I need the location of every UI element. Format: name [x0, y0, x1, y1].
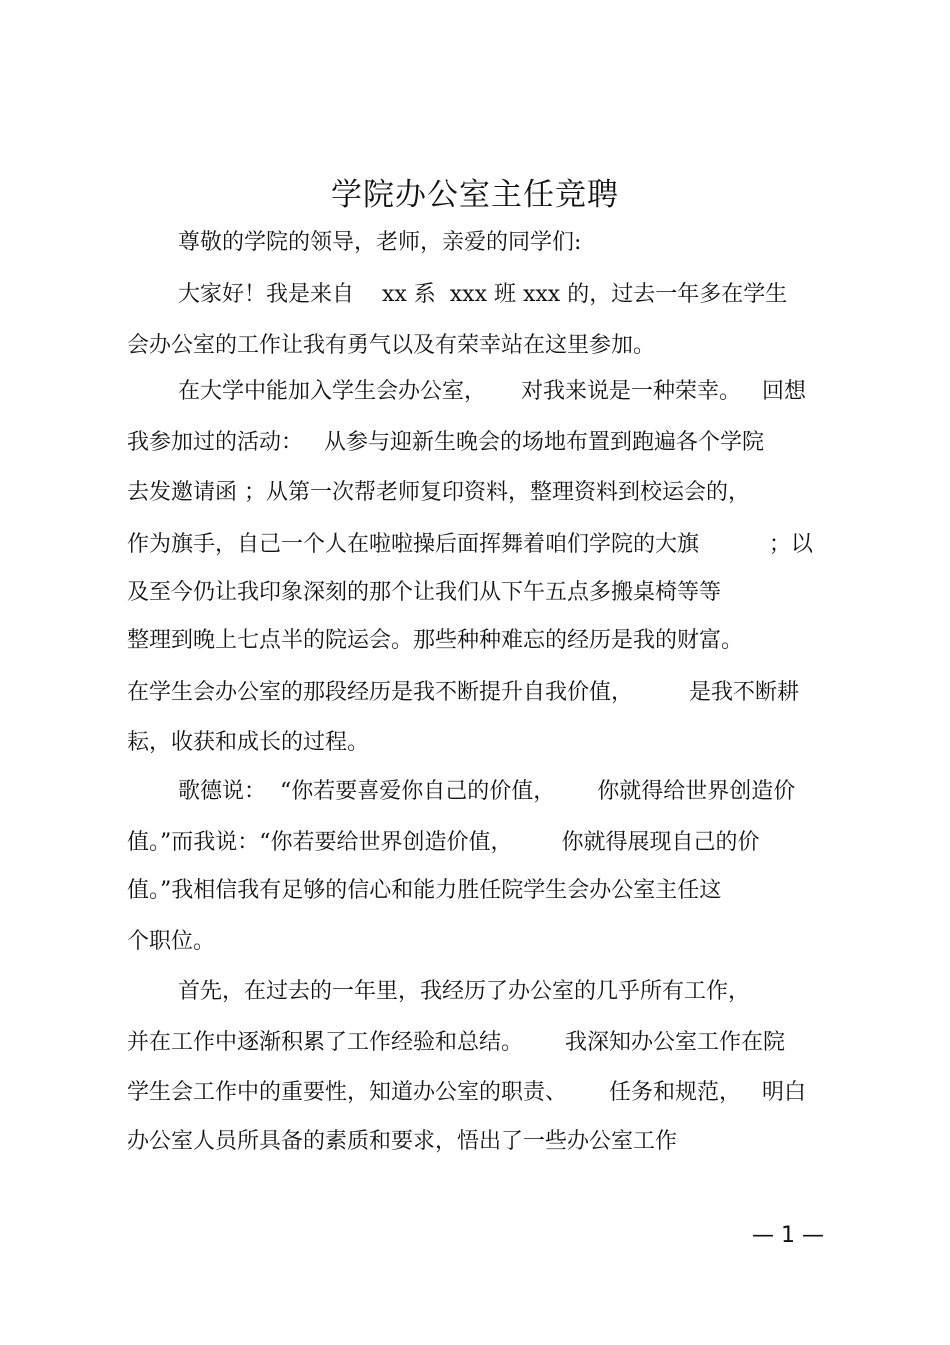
paragraph-line: 并在工作中逐渐积累了工作经验和总结。 我深知办公室工作在院	[127, 1030, 785, 1055]
paragraph-line: 整理到晚上七点半的院运会。那些种种难忘的经历是我的财富。	[127, 628, 744, 653]
paragraph-line: 歌德说： “你若要喜爱你自己的价值， 你就得给世界创造价	[178, 779, 796, 804]
paragraph-line: 及至今仍让我印象深刻的那个让我们从下午五点多搬桌椅等等	[127, 580, 722, 605]
paragraph-line: 个职位。	[127, 929, 216, 954]
paragraph-line: 耘，收获和成长的过程。	[127, 730, 370, 755]
paragraph-line: 值。”我相信我有足够的信心和能力胜任院学生会办公室主任这	[127, 878, 722, 903]
paragraph-line: 作为旗手，自己一个人在啦啦操后面挥舞着咱们学院的大旗 ；以	[127, 532, 813, 557]
paragraph-line: 我参加过的活动： 从参与迎新生晚会的场地布置到跑遍各个学院	[127, 430, 764, 455]
paragraph-line: 去发邀请函 ；从第一次帮老师复印资料，整理资料到校运会的，	[127, 480, 750, 505]
paragraph-line: 大家好！我是来自 xx 系 xxx 班 xxx 的，过去一年多在学生	[178, 282, 788, 307]
paragraph-line: 在学生会办公室的那段经历是我不断提升自我价值， 是我不断耕	[127, 680, 799, 705]
paragraph-line: 尊敬的学院的领导，老师，亲爱的同学们:	[178, 230, 582, 255]
paragraph-line: 办公室人员所具备的素质和要求，悟出了一些办公室工作	[127, 1129, 678, 1154]
page-number: — 1 —	[752, 1223, 824, 1248]
paragraph-line: 会办公室的工作让我有勇气以及有荣幸站在这里参加。	[127, 333, 656, 358]
paragraph-line: 学生会工作中的重要性，知道办公室的职责、 任务和规范， 明白	[127, 1080, 806, 1105]
paragraph-line: 值。”而我说：“你若要给世界创造价值， 你就得展现自己的价	[127, 830, 760, 855]
paragraph-line: 在大学中能加入学生会办公室， 对我来说是一种荣幸。 回想	[178, 379, 806, 404]
document-title: 学院办公室主任竞聘	[331, 177, 619, 213]
paragraph-line: 首先，在过去的一年里，我经历了办公室的几乎所有工作，	[178, 979, 751, 1004]
